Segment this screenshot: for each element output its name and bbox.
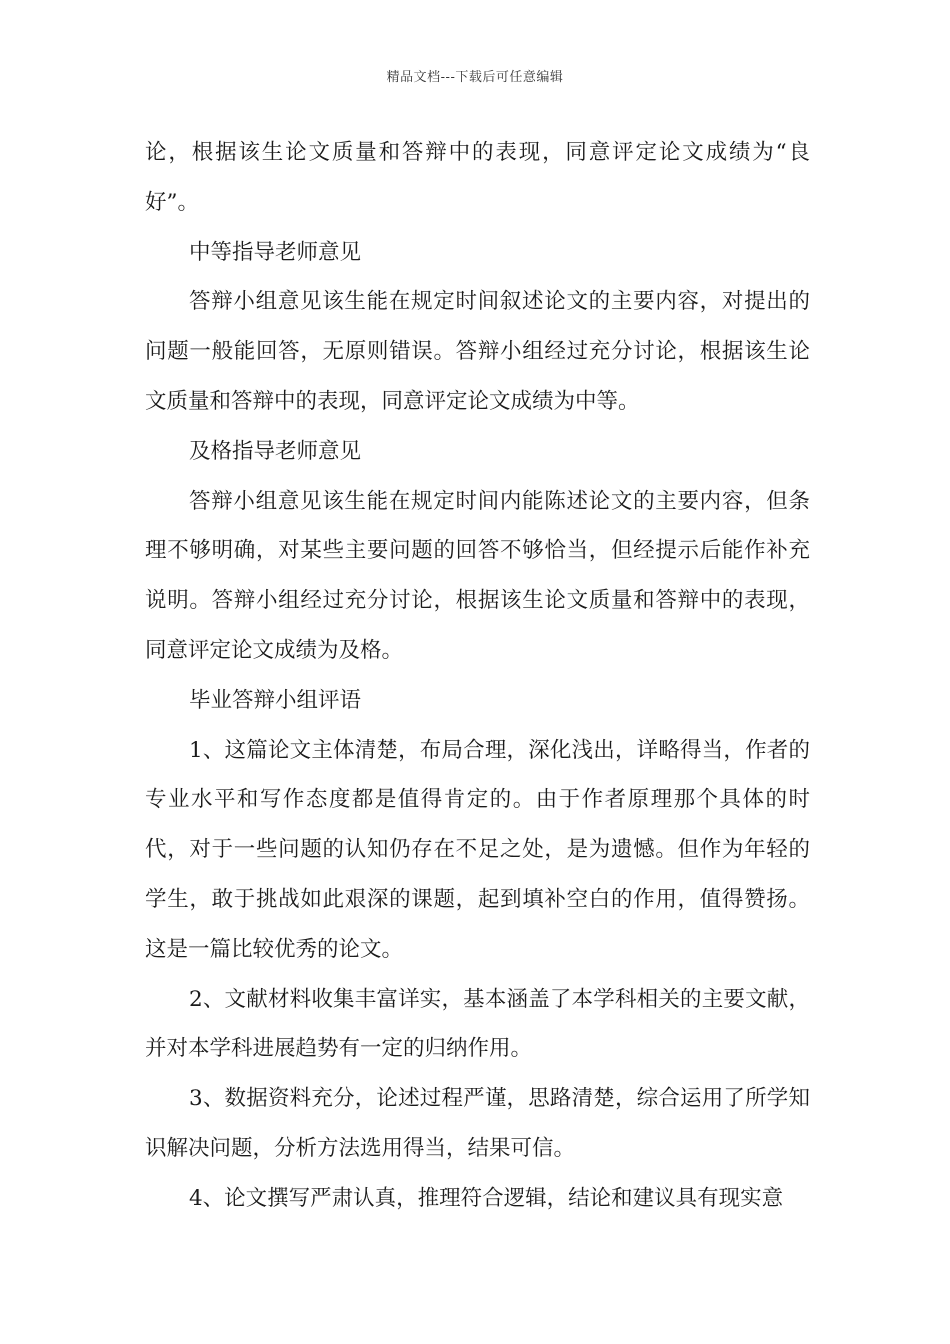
comment-item-3: 3、数据资料充分，论述过程严谨，思路清楚，综合运用了所学知识解决问题，分析方法选用得当，结果可信。 bbox=[145, 1086, 810, 1161]
paragraph-continuation: 论，根据该生论文质量和答辩中的表现，同意评定论文成绩为“良好”。 bbox=[145, 140, 810, 215]
comment-item-4: 4、论文撰写严肃认真，推理符合逻辑，结论和建议具有现实意 bbox=[189, 1185, 784, 1211]
heading-medium-advisor-opinion: 中等指导老师意见 bbox=[189, 239, 362, 265]
heading-defense-group-comments: 毕业答辩小组评语 bbox=[189, 687, 362, 713]
document-body bbox=[145, 128, 810, 1224]
comment-item-2: 2、文献材料收集丰富详实，基本涵盖了本学科相关的主要文献，并对本学科进展趋势有一定的归纳作用。 bbox=[145, 986, 810, 1062]
heading-pass-advisor-opinion: 及格指导老师意见 bbox=[189, 438, 362, 464]
paragraph-pass-opinion: 答辩小组意见该生能在规定时间内能陈述论文的主要内容，但条理不够明确，对某些主要问题的回答不够恰当，但经提示后能作补充说明。答辩小组经过充分讨论，根据该生论文质量和答辩中的表现，同意评定论文成绩为及格。 bbox=[145, 488, 810, 663]
comment-item-1: 1、这篇论文主体清楚，布局合理，深化浅出，详略得当，作者的专业水平和写作态度都是值得肯定的。由于作者原理那个具体的时代，对于一些问题的认知仍存在不足之处，是为遗憾。但作为年轻的学生，敢于挑战如此艰深的课题，起到填补空白的作用，值得赞扬。这是一篇比较优秀的论文。 bbox=[145, 737, 810, 962]
paragraph-medium-opinion: 答辩小组意见该生能在规定时间叙述论文的主要内容，对提出的问题一般能回答，无原则错误。答辩小组经过充分讨论，根据该生论文质量和答辩中的表现，同意评定论文成绩为中等。 bbox=[145, 289, 810, 414]
page-header: 精品文档---下载后可任意编辑 bbox=[386, 70, 564, 85]
